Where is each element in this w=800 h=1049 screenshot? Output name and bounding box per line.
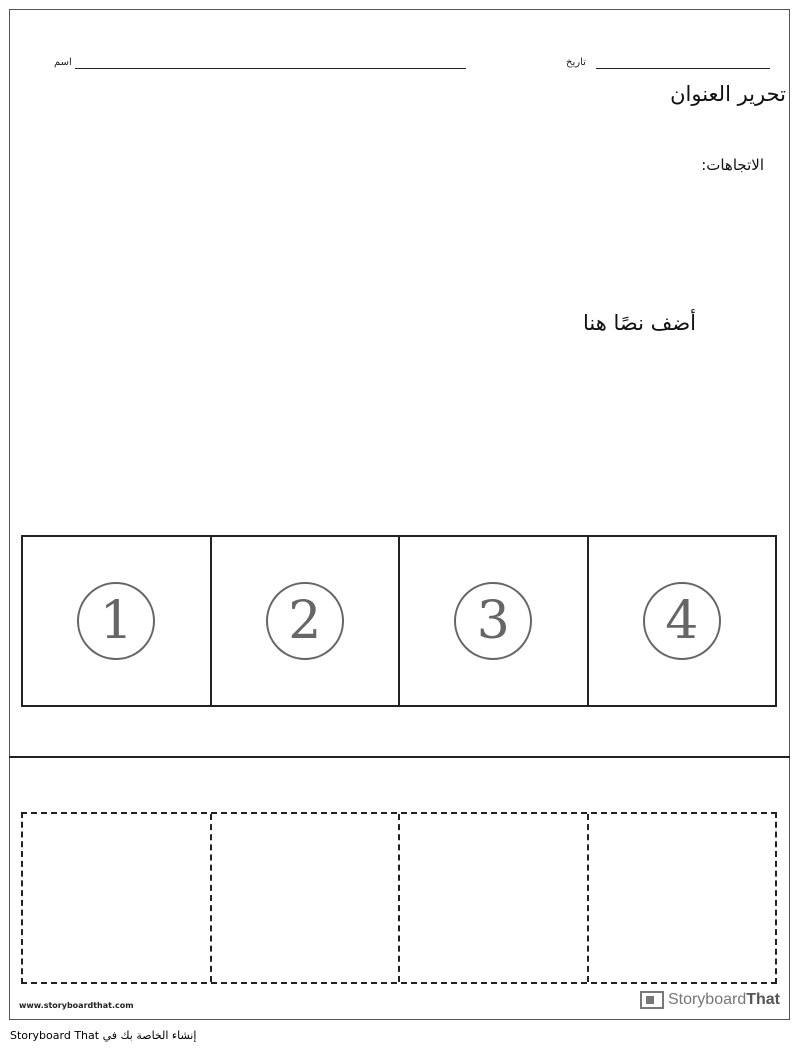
- numbered-box-4[interactable]: [589, 537, 776, 705]
- website-url: www.storyboardthat.com: [19, 1001, 134, 1010]
- circled-number: 3: [454, 582, 532, 660]
- divider-line: [9, 756, 790, 758]
- name-line[interactable]: [75, 68, 466, 69]
- numbered-boxes-row: [21, 535, 777, 707]
- worksheet-title[interactable]: تحرير العنوان: [670, 82, 786, 106]
- numbered-box-2[interactable]: [212, 537, 401, 705]
- numbered-box-3[interactable]: [400, 537, 589, 705]
- cut-box-3[interactable]: [400, 814, 589, 982]
- directions-label[interactable]: الاتجاهات:: [701, 156, 764, 174]
- cut-box-2[interactable]: [212, 814, 401, 982]
- brand-name-a: Storyboard: [667, 991, 747, 1008]
- numbered-box-1[interactable]: [23, 537, 212, 705]
- cut-box-1[interactable]: [23, 814, 212, 982]
- cut-boxes-row: [21, 812, 777, 984]
- placeholder-text[interactable]: أضف نصًا هنا: [582, 311, 696, 335]
- footer-credit: إنشاء الخاصة بك في Storyboard That: [10, 1029, 197, 1042]
- date-line[interactable]: [596, 68, 770, 69]
- cut-box-4[interactable]: [589, 814, 776, 982]
- brand-name-b: That: [746, 991, 780, 1008]
- name-label: اسم: [54, 57, 72, 68]
- brand-logo: [640, 991, 780, 1009]
- date-label: تاريخ: [566, 57, 586, 68]
- circled-number: 4: [643, 582, 721, 660]
- circled-number: 2: [266, 582, 344, 660]
- storyboard-logo-icon: [640, 991, 664, 1009]
- circled-number: 1: [77, 582, 155, 660]
